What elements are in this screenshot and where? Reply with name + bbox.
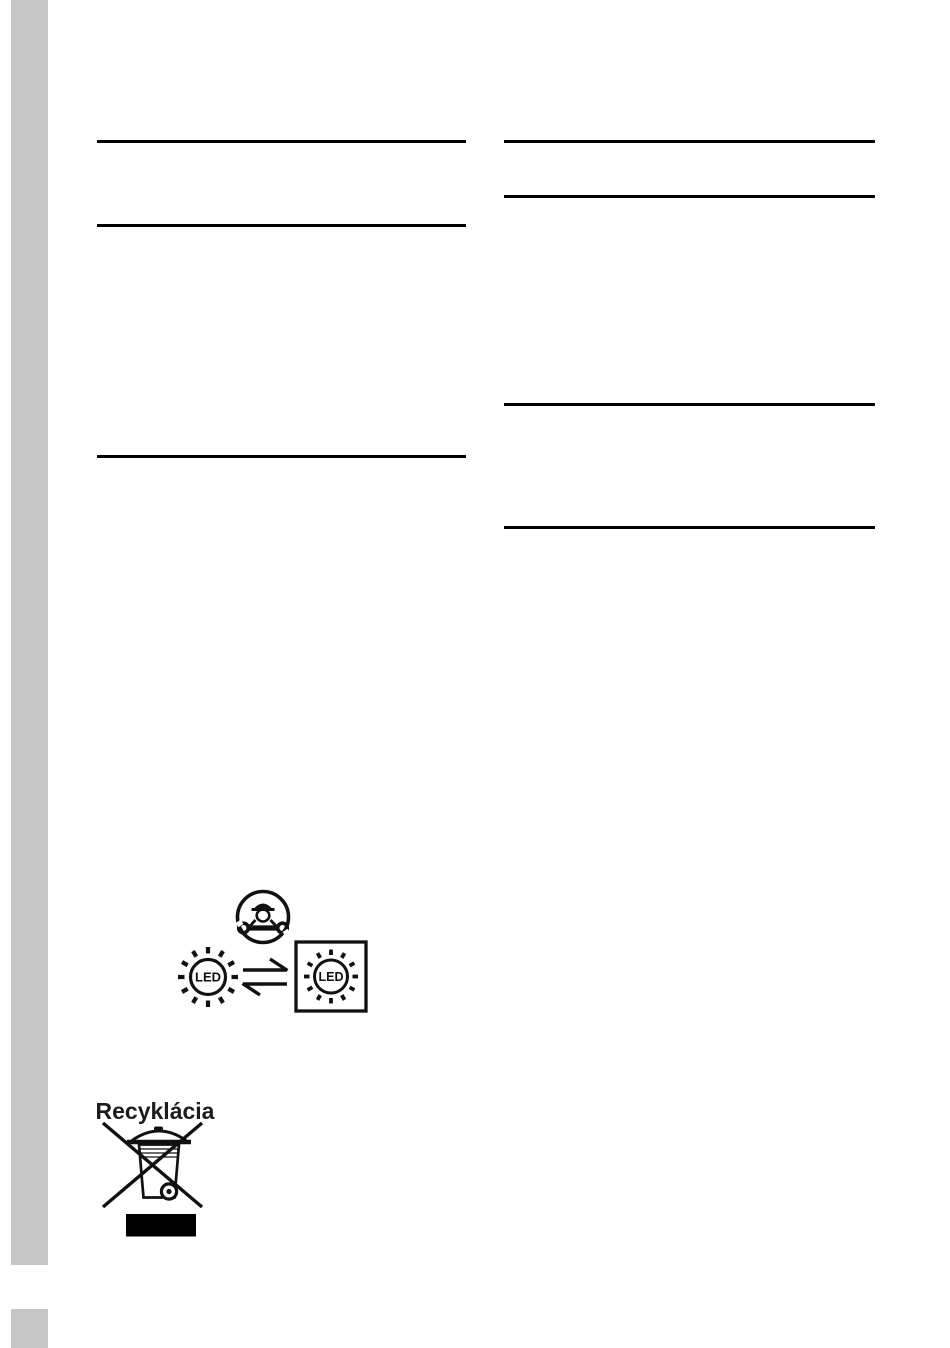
right-column-rule-2 (504, 195, 875, 198)
right-column-rule-1 (504, 140, 875, 143)
right-column-rule-3 (504, 403, 875, 406)
black-bar-mark (126, 1214, 196, 1237)
recycling-title: Recyklácia (95, 1098, 215, 1124)
prohibition-cross (103, 1123, 202, 1207)
led-module-label: LED (318, 970, 344, 984)
page-corner-marker (11, 1309, 48, 1348)
bin-wheel (161, 1184, 176, 1199)
service-technician-icon (236, 892, 291, 943)
led-replacement-figure (170, 885, 375, 1020)
left-column-rule-2 (97, 224, 466, 227)
sidebar-accent-bar (11, 0, 48, 1265)
led-module-in-square-icon (296, 942, 366, 1011)
left-column-rule-1 (97, 140, 466, 143)
exchange-arrows-icon (243, 959, 288, 995)
right-column-rule-4 (504, 526, 875, 529)
crossed-out-wheelie-bin-icon (95, 1118, 215, 1243)
led-bulb-label: LED (195, 969, 221, 985)
bin-lid-dome (132, 1131, 186, 1141)
led-bulb-icon (178, 947, 238, 1007)
left-column-rule-3 (97, 455, 466, 458)
